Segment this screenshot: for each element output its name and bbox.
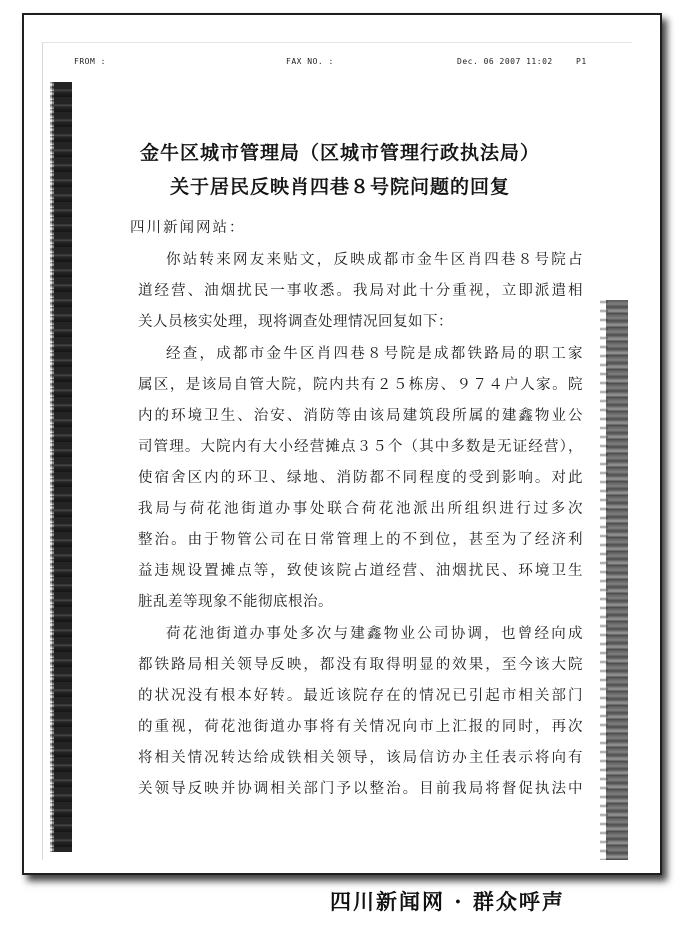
body-line: 关人员核实处理，现将调查处理情况回复如下：	[138, 314, 453, 330]
body-line: 内的环境卫生、治安、消防等由该局建筑段所属的建鑫物业公	[138, 408, 583, 424]
source-caption: 四川新闻网 · 群众呼声	[330, 889, 565, 914]
document-title-line-1: 金牛区城市管理局（区城市管理行政执法局）	[139, 142, 540, 164]
fax-from: FROM :	[74, 57, 106, 66]
body-line: 整治。由于物管公司在日常管理上的不到位，甚至为了经济利	[138, 532, 583, 548]
body-line: 使宿舍区内的环卫、绿地、消防都不同程度的受到影响。对此	[138, 470, 583, 486]
body-line: 脏乱差等现象不能彻底根治。	[138, 594, 333, 610]
body-line: 关领导反映并协调相关部门予以整治。目前我局将督促执法中	[138, 781, 583, 797]
body-line: 益违规设置摊点等，致使该院占道经营、油烟扰民、环境卫生	[138, 563, 583, 579]
body-line: 都铁路局相关领导反映，都没有取得明显的效果，至今该大院	[138, 657, 583, 673]
salutation: 四川新闻网站：	[130, 220, 246, 236]
body-line: 道经营、油烟扰民一事收悉。我局对此十分重视，立即派遣相	[138, 283, 583, 299]
body-line: 经查，成都市金牛区肖四巷８号院是成都铁路局的职工家	[166, 346, 583, 362]
body-line: 的重视，荷花池街道办事将有关情况向市上汇报的同时，再次	[138, 719, 583, 735]
scanner-streak-right-edge	[600, 300, 608, 860]
body-line: 你站转来网友来贴文，反映成都市金牛区肖四巷８号院占	[166, 252, 583, 268]
document-title-line-2: 关于居民反映肖四巷８号院问题的回复	[169, 176, 510, 198]
scanner-streak-left	[52, 82, 72, 852]
fax-number: FAX NO. :	[286, 57, 334, 66]
fax-page-number: P1	[576, 57, 587, 66]
body-line: 属区，是该局自管大院，院内共有２５栋房、９７４户人家。院	[138, 377, 583, 393]
scanner-streak-left-edge	[50, 82, 54, 852]
scanner-streak-right	[606, 300, 628, 860]
body-line: 将相关情况转达给成铁相关领导，该局信访办主任表示将向有	[138, 750, 583, 766]
body-line: 荷花池街道办事处多次与建鑫物业公司协调，也曾经向成	[166, 626, 583, 642]
body-line: 我局与荷花池街道办事处联合荷花池派出所组织进行过多次	[138, 501, 583, 517]
fax-datetime: Dec. 06 2007 11:02	[457, 57, 553, 66]
body-line: 的状况没有根本好转。最近该院存在的情况已引起市相关部门	[138, 688, 583, 704]
body-line: 司管理。大院内有大小经营摊点３５个（其中多数是无证经营），	[138, 439, 583, 455]
